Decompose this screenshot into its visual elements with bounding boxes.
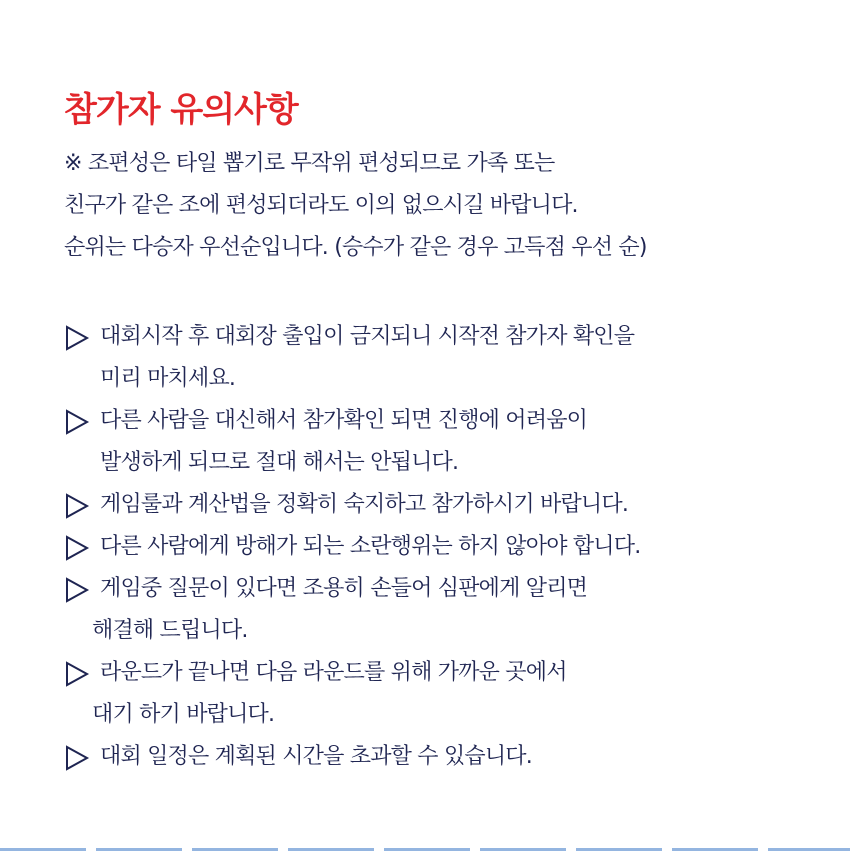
rule-text: 대회시작 후 대회장 출입이 금지되니 시작전 참가자 확인을 <box>100 324 635 349</box>
triangle-right-outline-icon <box>64 325 90 351</box>
rule-item <box>64 526 840 568</box>
rule-text: 라운드가 끝나면 다음 라운드를 위해 가까운 곳에서 <box>100 660 567 685</box>
rule-text: 게임룰과 계산법을 정확히 숙지하고 참가하시기 바랍니다. <box>100 492 629 517</box>
rule-item <box>64 316 840 400</box>
triangle-right-outline-icon <box>64 493 90 519</box>
triangle-right-outline-icon <box>64 745 90 771</box>
intro-block <box>64 143 824 269</box>
rule-text: 대회 일정은 계획된 시간을 초과할 수 있습니다. <box>100 744 532 769</box>
intro-line: 순위는 다승자 우선순입니다. (승수가 같은 경우 고득점 우선 순) <box>64 235 647 260</box>
rule-text: 게임중 질문이 있다면 조용히 손들어 심판에게 알리면 <box>100 576 588 601</box>
rule-text: 발생하게 되므로 절대 해서는 안됩니다. <box>100 450 459 475</box>
rule-text: 대기 하기 바랍니다. <box>92 702 275 727</box>
rule-text: 미리 마치세요. <box>100 366 236 391</box>
rule-item <box>64 484 840 526</box>
rule-text: 다른 사람에게 방해가 되는 소란행위는 하지 않아야 합니다. <box>100 534 641 559</box>
rule-item <box>64 400 840 484</box>
page-title: 참가자 유의사항 <box>64 90 298 130</box>
triangle-right-outline-icon <box>64 535 90 561</box>
intro-line: ※ 조편성은 타일 뽑기로 무작위 편성되므로 가족 또는 <box>64 151 555 176</box>
rule-item <box>64 736 840 778</box>
intro-line: 친구가 같은 조에 편성되더라도 이의 없으시길 바랍니다. <box>64 193 578 218</box>
triangle-right-outline-icon <box>64 409 90 435</box>
rule-text: 다른 사람을 대신해서 참가확인 되면 진행에 어려움이 <box>100 408 588 433</box>
rule-item <box>64 568 840 652</box>
rule-text: 해결해 드립니다. <box>92 618 248 643</box>
rules-list <box>64 316 840 778</box>
triangle-right-outline-icon <box>64 661 90 687</box>
triangle-right-outline-icon <box>64 577 90 603</box>
rule-item <box>64 652 840 736</box>
